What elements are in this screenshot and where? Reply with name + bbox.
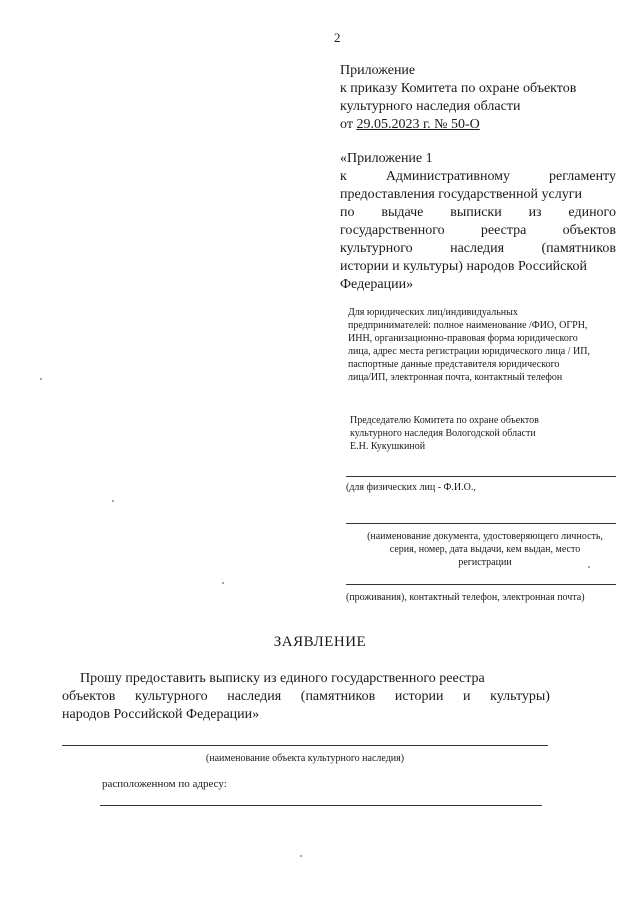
word: из [528,205,542,220]
note-line: лица/ИП, электронная почта, контактный телефон [348,372,563,383]
scan-speck [222,582,224,584]
word: наследия [227,689,282,704]
word: культуры) [490,689,550,704]
note-line: паспортные данные представителя юридического [348,359,560,370]
blank-line [346,476,616,477]
note-line: ИНН, организационно-правовая форма юридического [348,333,578,344]
word: и [463,689,471,704]
note-line: лица, адрес места регистрации юридического лица / ИП, [348,346,590,357]
body-line: Прошу предоставить выписку из единого государственного реестра [80,671,485,686]
page-number: 2 [334,30,341,45]
regulation-line [340,168,616,186]
document-caption [340,530,630,569]
word: наследия [450,241,505,256]
applicant-note [348,306,620,384]
appendix-line: к приказу Комитета по охране объектов [340,81,577,96]
appendix-line: Приложение [340,63,416,78]
order-date-number: 29.05.2023 г. № 50-О [356,117,480,132]
blank-line [346,584,616,585]
order-appendix-header [340,62,616,134]
addressee-line: культурного наследия Вологодской области [350,428,536,439]
caption-line: серия, номер, дата выдачи, кем выдан, место [389,544,581,555]
body-line: народов Российской Федерации» [62,707,260,722]
residence-caption: (проживания), контактный телефон, электронная почта) [346,592,585,603]
word: объектов [562,223,616,238]
regulation-line: Федерации» [340,277,414,292]
word: по [340,205,355,220]
caption-line: регистрации [458,557,512,568]
word: культурного [134,689,208,704]
regulation-line: истории и культуры) народов Российской [340,259,587,274]
word: Административному [385,169,511,184]
caption-line: (наименование документа, удостоверяющего личность, [367,531,603,542]
regulation-line [340,204,616,222]
word: объектов [62,689,116,704]
word: регламенту [549,169,616,184]
regulation-line [340,222,616,240]
address-label: расположенном по адресу: [102,778,227,790]
application-body [62,670,550,724]
scan-speck [112,500,114,502]
word: культурного [340,241,413,256]
order-date-line [340,116,616,134]
word: (памятников [300,689,376,704]
appendix-line: культурного наследия области [340,99,521,114]
word: единого [568,205,616,220]
word: выдаче [381,205,424,220]
body-line [62,688,550,706]
scan-speck [40,378,42,380]
addressee-line: Председателю Комитета по охране объектов [350,415,539,426]
word: государственного [340,223,445,238]
blank-line [346,523,616,524]
note-line: предпринимателей: полное наименование /ФИО, ОГРН, [348,320,588,331]
word: выписки [450,205,502,220]
word: к [340,169,347,184]
object-name-line [62,745,548,746]
addressee-block [350,414,610,453]
individual-caption: (для физических лиц - Ф.И.О., [346,482,476,493]
scan-speck [300,855,302,857]
word: истории [394,689,444,704]
note-line: Для юридических лиц/индивидуальных [348,307,518,318]
word: (памятников [541,241,616,256]
regulation-line [340,240,616,258]
regulation-appendix-header [340,150,616,294]
addressee-name: Е.Н. Кукушкиной [350,441,426,452]
document-title: ЗАЯВЛЕНИЕ [273,634,367,650]
scan-speck [588,566,590,568]
order-date-prefix: от [340,117,357,132]
regulation-line: «Приложение 1 [340,151,433,166]
object-caption: (наименование объекта культурного наследия) [205,753,405,764]
regulation-line: предоставления государственной услуги [340,187,582,202]
address-line [100,805,542,806]
word: реестра [480,223,527,238]
